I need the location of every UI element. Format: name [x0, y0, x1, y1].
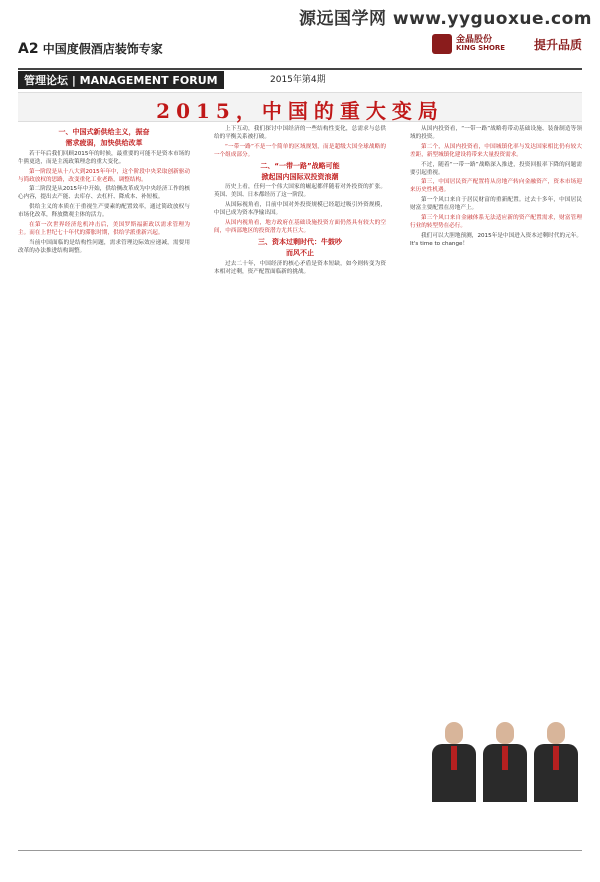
article-title: 2015，中国的重大变局: [156, 99, 444, 123]
section-heading: 而风不止: [286, 248, 314, 257]
article-title-band: [18, 92, 582, 122]
paragraph: 供给主义的本质在于重视生产要素的配置效率，通过简政放权与市场化改革，释放微观主体的活力。: [18, 204, 190, 219]
article-column-2: [214, 126, 386, 279]
slogan: 提升品质: [533, 38, 582, 52]
column-bar: [18, 68, 582, 86]
paragraph: 从国内视角看，地方政府在基础设施投资方面仍然具有较大的空间，中西部地区的投资潜力尤其巨大。: [214, 220, 386, 234]
watermark-text: 源远国学网 www.yyguoxue.com: [298, 9, 592, 29]
footer-rule: [18, 850, 582, 851]
paragraph: 第一阶段是从十八大到2015年年中，这个阶段中央采取创新驱动与简政放权的思路，改变重化工业老路，调整结构。: [18, 168, 190, 183]
logo-mark-icon: [432, 34, 452, 54]
paragraph: 当前中国面临的是结构性问题，需求管理边际效应递减，需要用改革的办法推进结构调整。: [18, 239, 190, 254]
paragraph: 第一个风口来自于居民财富的重新配置。过去十多年，中国居民财富主要配置在房地产上。: [410, 197, 582, 212]
paragraph: 第二阶段是从2015年中开始，供给侧改革成为中央经济工作的核心内容，提出去产能、去库存、去杠杆、降成本、补短板。: [18, 186, 190, 201]
column-label: 管理论坛 | MANAGEMENT FORUM: [18, 71, 224, 89]
paragraph: 从国际视角看，目前中国对外投资规模已经超过吸引外资规模，中国已成为资本净输出国。: [214, 202, 386, 217]
section-heading: 三、资本过剩时代：牛鼓吵: [258, 237, 342, 246]
article-column-1: [18, 126, 190, 258]
page-number: A2 中国度假酒店装饰专家: [18, 41, 163, 57]
paragraph: 若干年后我们回顾2015年的时候，最重要的可能不是资本市场的牛熊更迭，而是主流政策理念的重大变化。: [18, 150, 190, 165]
section-heading: 掀起国内国际双投资浪潮: [261, 172, 339, 181]
section-heading: 需求疲弱，加快供给改革: [65, 138, 143, 147]
paragraph: 第三个风口来自金融体系无法适应新的资产配置需求，财富管理行业的转型势在必行。: [410, 215, 582, 229]
paragraph: 过去二十年，中国经济的核心矛盾是资本短缺，如今则转变为资本相对过剩，资产配置面临新的挑战。: [214, 260, 386, 275]
paragraph: 在第一次世界经济危机冲击后，美国罗斯福新政以需求管理为主。而在上世纪七十年代的滞胀时期，供给学派重新兴起。: [18, 222, 190, 236]
section-heading: 二、“一带一路”战略可能: [260, 161, 340, 170]
paragraph: 上下互动，我们探讨中国经济的一些结构性变化，总需求与总供给的平衡关系被打破。: [214, 126, 386, 140]
paragraph: 第二个，从国内投资看，中国城镇化率与发达国家相比仍有较大差距，新型城镇化建设将带来大量投资需求。: [410, 143, 582, 158]
author-photo: [481, 722, 529, 802]
company-logo: 金晶股份 KING SHORE 提升品质: [432, 32, 582, 60]
article-column-3: [410, 126, 582, 251]
author-photo: [430, 722, 478, 802]
section-heading: 一、中国式新供给主义，振奋: [58, 128, 150, 136]
author-photo: [532, 722, 580, 802]
page-header: [18, 30, 582, 64]
paragraph: 历史上看，任何一个伟大国家的崛起都伴随着对外投资的扩张。英国、美国、日本都经历了这一阶段。: [214, 184, 386, 199]
paragraph: 第三，中国居民资产配置将从房地产转向金融资产，资本市场迎来历史性机遇。: [410, 179, 582, 194]
issue-number: 2015年第4期: [270, 75, 326, 85]
paragraph: 我们可以大胆地预测，2015年是中国进入资本过剩时代的元年。It's time to change！: [410, 232, 582, 247]
paragraph: 从国内投资看，“一带一路”战略将带动基础设施、装备制造等领域的投资。: [410, 126, 582, 140]
paragraph: “一带一路”不是一个简单的区域规划，而是超级大国全球战略的一个组成部分。: [214, 143, 386, 158]
author-photos: [430, 716, 580, 802]
paragraph: 不过，随着“一带一路”战略深入推进，投资回报率下降的问题需要引起重视。: [410, 161, 582, 176]
